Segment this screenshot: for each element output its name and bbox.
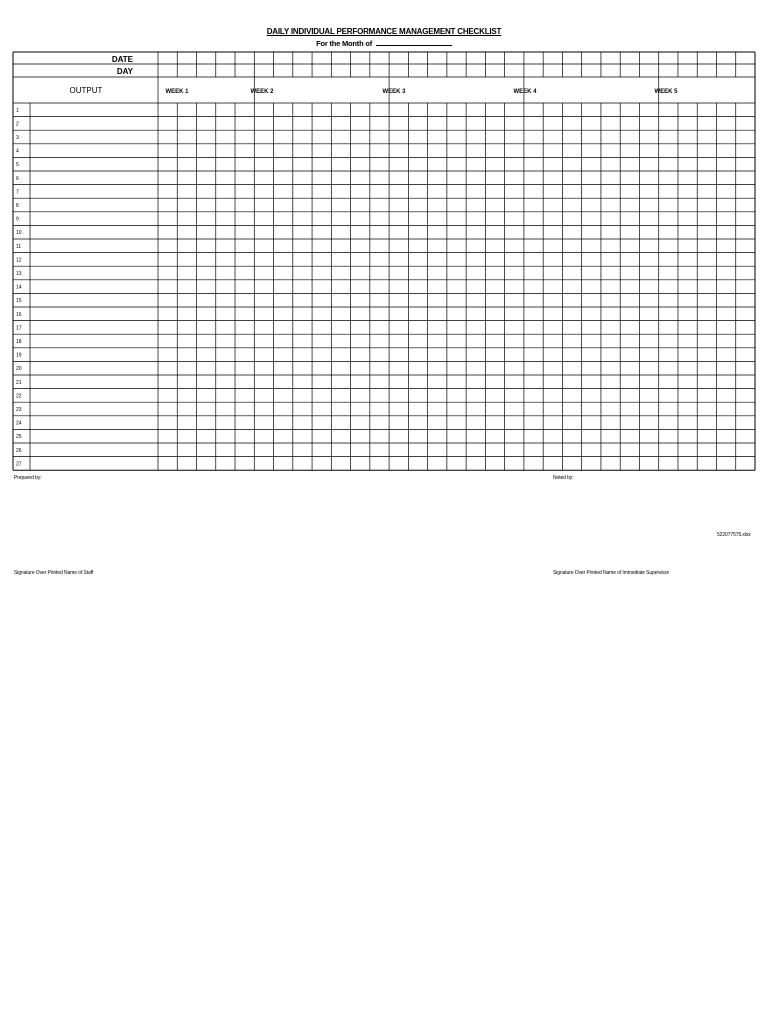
row-number: 22: [16, 393, 22, 400]
week-1-header: WEEK 1: [165, 89, 189, 95]
week-2-header: WEEK 2: [250, 89, 274, 95]
row-number: 10: [16, 230, 22, 237]
row-number: 16: [16, 311, 22, 318]
row-number: 1: [16, 107, 19, 114]
row-number: 8: [16, 203, 19, 209]
supervisor-signature-label: Signature Over Printed Name of Immediate Supervisor: [553, 570, 670, 576]
staff-signature-label: Signature Over Printed Name of Staff: [14, 570, 94, 576]
row-number: 11: [16, 243, 22, 250]
output-header: OUTPUT: [69, 86, 103, 95]
row-number: 15: [16, 298, 22, 305]
row-number: 17: [16, 325, 22, 332]
table-grid: [13, 52, 755, 470]
row-number: 26: [16, 447, 22, 454]
row-number: 23: [16, 407, 22, 413]
row-number: 20: [16, 366, 22, 373]
row-number: 5: [16, 162, 19, 169]
row-number: 14: [16, 284, 22, 291]
row-number: 21: [16, 379, 22, 386]
row-number: 4: [16, 148, 19, 155]
row-number: 3: [16, 135, 19, 141]
month-label: For the Month of: [316, 39, 373, 48]
row-number: 25: [16, 434, 22, 441]
page-title: DAILY INDIVIDUAL PERFORMANCE MANAGEMENT CHECKLIST: [266, 27, 502, 36]
row-numbers: [16, 108, 22, 468]
row-number: 24: [16, 420, 22, 427]
row-number: 18: [16, 339, 22, 345]
checklist-table: [0, 0, 768, 480]
row-number: 27: [16, 461, 22, 468]
week-5-header: WEEK 5: [654, 89, 678, 95]
date-label: DATE: [111, 55, 133, 64]
row-number: 19: [16, 352, 22, 359]
week-4-header: WEEK 4: [513, 89, 537, 95]
noted-by-label: Noted by:: [553, 475, 574, 481]
row-number: 7: [16, 189, 19, 196]
row-number: 12: [16, 257, 22, 264]
table-labels: [70, 55, 679, 95]
row-number: 2: [16, 121, 19, 128]
prepared-by-label: Prepared by:: [14, 475, 42, 481]
day-label: DAY: [116, 67, 133, 76]
row-number: 9: [16, 216, 19, 223]
row-number: 13: [16, 271, 22, 277]
week-3-header: WEEK 3: [382, 89, 406, 95]
row-number: 6: [16, 175, 19, 182]
file-name: 522077575.xlsx: [717, 532, 751, 538]
